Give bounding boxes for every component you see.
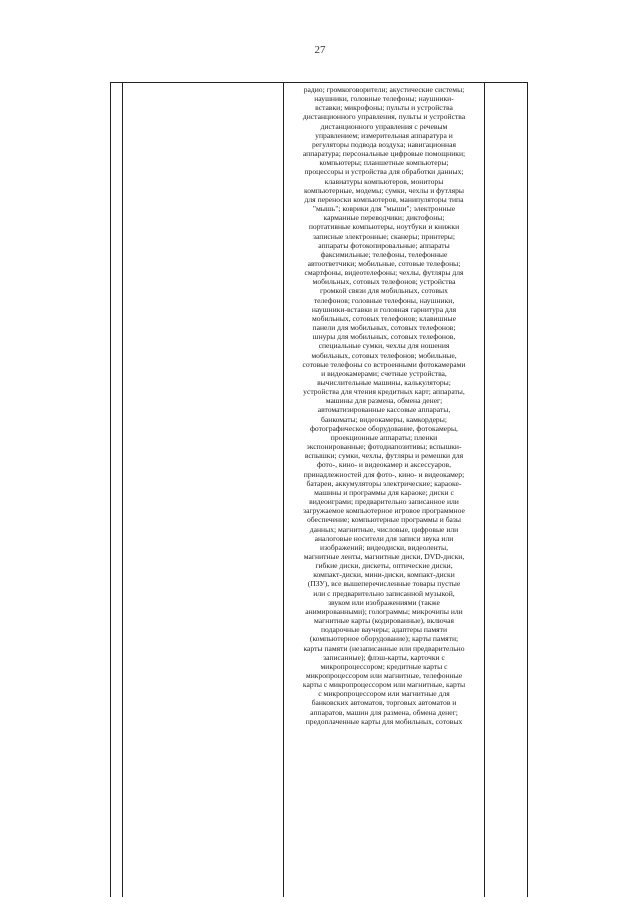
goods-line: записанные); флэш-карты, карточки с [323,652,445,662]
goods-line: панели для мобильных, сотовых телефонов; [312,323,456,333]
goods-line: вставки; микрофоны; пульты и устройства [315,103,453,113]
goods-line: специальные сумки, чехлы для ношения [318,341,450,351]
goods-line: машины для размена, обмена денег; [325,396,443,406]
goods-list-cell [286,85,482,726]
goods-line: наушники, головные телефоны; наушники- [314,94,454,104]
goods-line: или с предварительно записанной музыкой, [313,588,455,598]
goods-line: смартфоны, видеотелефоны; чехлы, футляры для [304,268,464,278]
goods-line: клавиатуры компьютеров, мониторы [324,176,444,186]
goods-line: и видеокамерами; счетные устройства, [321,368,447,378]
goods-line: автоответчики; мобильные, сотовые телефоны; [307,258,461,268]
goods-line: мобильных, сотовых телефонов; устройства [312,277,456,287]
goods-line: сотовые телефоны со встроенными фотокамерами [302,359,466,369]
goods-line: данных; магнитные, числовые, цифровые или [309,524,459,534]
goods-line: громкой связи для мобильных, сотовых [320,286,448,296]
goods-line: обеспечение; компьютерные программы и базы [306,515,462,525]
goods-line: для переноски компьютеров, манипуляторы типа [304,194,464,204]
goods-line: карты с микропроцессором или магнитные, карты [302,680,466,690]
goods-line: вспышки; сумки, чехлы, футляры и ремешки для [304,451,464,461]
goods-line: компьютерные, модемы; сумки, чехлы и футляры [303,185,464,195]
goods-line: дистанционного управления, пульты и устройства [302,112,466,122]
goods-line: (ПЗУ), все вышеперечисленные товары пустые [307,579,461,589]
goods-line: записные электронные; сканеры; принтеры; [312,231,456,241]
goods-line: принадлежностей для фото-, кино- и видеокамер; [303,469,465,479]
column-border-2 [122,82,123,897]
goods-line: анимированными); голограммы; микрочипы или [305,606,463,616]
goods-line: карманные переводчики; диктофоны; [323,213,445,223]
goods-line: экспонированные; фотодиапозитивы; вспышки- [306,442,462,452]
goods-line: радио; громкоговорители; акустические системы; [303,85,465,94]
goods-line: аппараты фотокопировальные; аппараты [318,240,450,250]
goods-line: аппаратов, машин для размена, обмена денег; [310,707,458,717]
goods-line: машины и программы для караоке; диски с [314,487,454,497]
goods-line: с микропроцессором или магнитные для [318,689,450,699]
goods-line: подарочные ваучеры; адаптеры памяти [320,625,448,635]
goods-line: наушники-вставки и головная гарнитура для [311,304,457,314]
goods-line: микропроцессором или магнитные, телефонные [305,671,463,680]
goods-line: мобильных, сотовых телефонов; клавишные [311,313,456,323]
goods-line: компьютеры; планшетные компьютеры; [319,158,449,168]
goods-line: процессоры и устройства для обработки данных; [304,167,464,177]
goods-line: телефонов; головные телефоны, наушники, [313,295,455,305]
goods-line: видеоиграми; предварительно записанное или [309,497,459,507]
goods-line: предоплаченные карты для мобильных, сотовых [305,716,463,726]
goods-line: управлением; измерительная аппаратура и [315,130,453,140]
page-number: 27 [314,44,326,56]
column-border-3 [283,82,284,897]
goods-line: банкоматы; видеокамеры, камкордеры; [321,414,447,424]
goods-line: "мышь"; коврики для "мыши"; электронные [312,204,456,214]
goods-line: (компьютерное оборудование); карты памяти; [309,634,459,644]
goods-line: шнуры для мобильных, сотовых телефонов, [312,332,456,342]
goods-line: фото-, кино- и видеокамер и аксессуаров, [316,460,452,470]
goods-line: батареи, аккумуляторы электрические; караоке- [306,478,462,488]
goods-line: гибкие диски, дискеты, оптические диски, [315,561,453,571]
column-border-5 [527,82,528,897]
goods-line: факсимильные; телефоны, телефонные [320,249,448,259]
goods-line: карты памяти (незаписанные или предварительно [303,643,465,653]
goods-line: магнитные ленты, магнитные диски, DVD-диски, [303,551,465,561]
goods-line: аналоговые носители для записи звука или [314,533,454,543]
goods-line: проекционные аппараты; пленки [330,432,438,442]
goods-line: изображений; видеодиски, видеоленты, [320,542,448,552]
goods-line: загружаемое компьютерное игровое программное [303,506,465,516]
goods-line: мобильных, сотовых телефонов; мобильные, [311,350,457,360]
goods-line: автоматизированные кассовые аппараты, [317,405,451,415]
goods-line: магнитные карты (кодированные), включая [314,616,454,626]
goods-line: регуляторы подвода воздуха; навигационная [311,139,456,149]
column-border-4 [484,82,485,897]
table-top-border [110,82,528,83]
goods-line: банковских автоматов, торговых автоматов и [311,698,457,708]
goods-line: микропроцессором; кредитные карты с [320,661,448,671]
goods-table [110,82,528,897]
goods-line: дистанционного управления с речевым [320,121,448,131]
goods-line: звуком или изображениями (также [328,597,440,607]
goods-line: фотографическое оборудование, фотокамеры, [310,423,458,433]
column-border-1 [110,82,111,897]
goods-line: вычислительные машины, калькуляторы; [317,378,451,387]
goods-line: портативные компьютеры, ноутбуки и книжки [308,222,460,232]
goods-line: устройства для чтения кредитных карт; аппараты, [303,387,465,397]
goods-line: аппаратура; персональные цифровые помощники; [302,149,466,159]
goods-line: компакт-диски, мини-диски, компакт-диски [313,570,455,580]
